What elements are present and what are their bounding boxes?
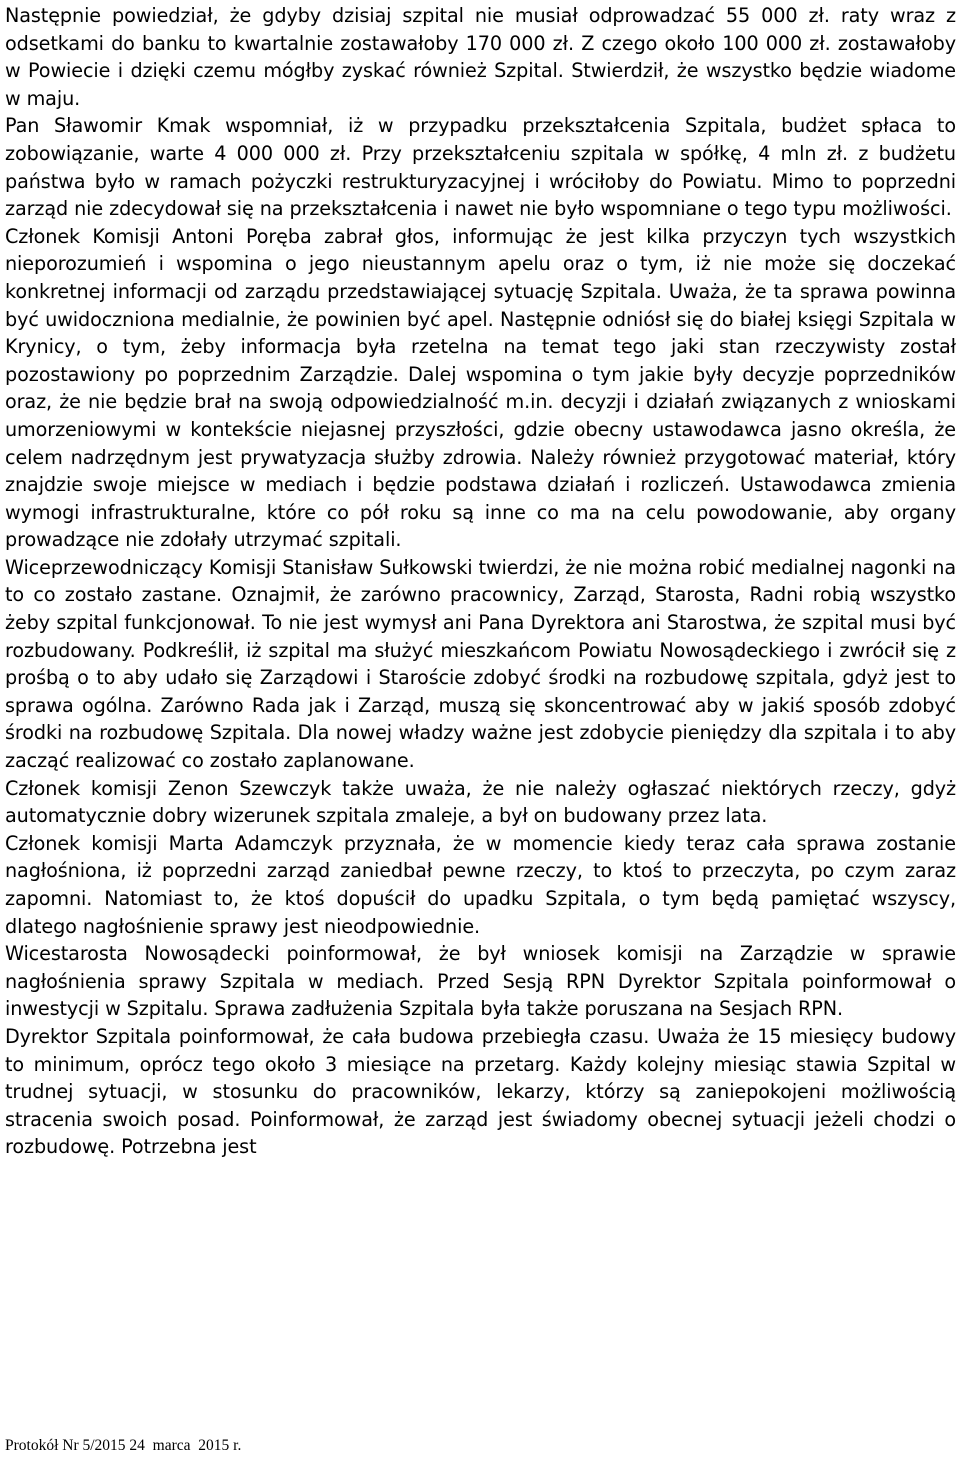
page-footer: Protokół Nr 5/2015 24 marca 2015 r. (5, 1437, 242, 1454)
paragraph-poreba-statement: Członek Komisji Antoni Poręba zabrał głos, informując że jest kilka przyczyn tych wszystkich nieporozumień i wspomina o jego nieustannym apelu oraz o tym, iż nie może się doczekać konkretnej informacji od zarządu przedstawiającej sytuację Szpitala. Uważa, że ta sprawa powinna być uwidoczniona medialnie, że powinien być apel. Następnie odniósł się do białej księgi Szpitala w Krynicy, o tym, żeby informacja była rzetelna na temat tego jaki stan rzeczywisty został pozostawiony po poprzednim Zarządzie. Dalej wspomina o tym jakie były decyzje poprzedników oraz, że nie będzie brał na swoją odpowiedzialność m.in. decyzji i działań związanych z wnioskami umorzeniowymi w kontekście niejasnej przyszłości, gdzie obecny ustawodawca jasno określa, że celem nadrzędnym jest prywatyzacja służby zdrowia. Należy również przygotować materiał, który znajdzie swoje miejsce w mediach i będzie podstawa działań i rozliczeń. Ustawodawca zmienia wymogi infrastrukturalne, które co pół roku są inne co ma na celu powodowanie, aby organy prowadzące nie zdołały utrzymać szpitali. (5, 224, 956, 552)
paragraph-adamczyk-statement: Członek komisji Marta Adamczyk przyznała, że w momencie kiedy teraz cała sprawa zostanie nagłośniona, iż poprzedni zarząd zaniedbał pewne rzeczy, to ktoś to przeczyta, po czym zaraz zapomni. Natomiast to, że ktoś dopuścił do upadku Szpitala, o tym będą pamiętać wszyscy, dlatego nagłośnienie sprawy jest nieodpowiednie. (5, 831, 956, 938)
document-body (5, 2, 956, 1161)
paragraph-dyrektor-statement: Dyrektor Szpitala poinformował, że cała budowa przebiegła czasu. Uważa że 15 miesięcy budowy to minimum, oprócz tego około 3 miesiące na przetarg. Każdy kolejny miesiąc stawia Szpital w trudnej sytuacji, w stosunku do pracowników, lekarzy, którzy są zaniepokojeni możliwością stracenia swoich posad. Poinformował, że zarząd jest świadomy obecnej sytuacji jeżeli chodzi o rozbudowę. Potrzebna jest (5, 1024, 956, 1159)
paragraph-szewczyk-statement: Członek komisji Zenon Szewczyk także uważa, że nie należy ogłaszać niektórych rzeczy, gdyż automatycznie dobry wizerunek szpitala zmaleje, a był on budowany przez lata. (5, 776, 956, 828)
paragraph-wicestarosta-statement: Wicestarosta Nowosądecki poinformował, że był wniosek komisji na Zarządzie w sprawie nagłośnienia sprawy Szpitala w mediach. Przed Sesją RPN Dyrektor Szpitala poinformował o inwestycji w Szpitalu. Sprawa zadłużenia Szpitala była także poruszana na Sesjach RPN. (5, 942, 956, 1021)
paragraph-hospital-loan: Następnie powiedział, że gdyby dzisiaj szpital nie musiał odprowadzać 55 000 zł. raty wraz z odsetkami do banku to kwartalnie zostawałoby 170 000 zł. Z czego około 100 000 zł. zostawałoby w Powiecie i dzięki czemu mógłby zyskać również Szpital. Stwierdził, że wszystko będzie wiadome w maju. (5, 4, 956, 110)
paragraph-kmak-statement: Pan Sławomir Kmak wspomniał, iż w przypadku przekształcenia Szpitala, budżet spłaca to zobowiązanie, warte 4 000 000 zł. Przy przekształceniu szpitala w spółkę, 4 mln zł. z budżetu państwa było w ramach pożyczki restrukturyzacyjnej i wróciłoby do Powiatu. Mimo to poprzedni zarząd nie zdecydował się na przekształcenia i nawet nie było wspomniane o tego typu możliwości. (5, 114, 956, 221)
paragraph-sulkowski-statement: Wiceprzewodniczący Komisji Stanisław Sułkowski twierdzi, że nie można robić medialnej nagonki na to co zostało zastane. Oznajmił, że zarówno pracownicy, Zarząd, Starosta, Radni robią wszystko żeby szpital funkcjonował. To nie jest wymysł ani Pana Dyrektora ani Starostwa, że szpital musi być rozbudowany. Podkreślił, iż szpital ma służyć mieszkańcom Powiatu Nowosądeckiego i zwrócił się z prośbą o to aby udało się Zarządowi i Staroście zdobyć środki na rozbudowę szpitala, gdyż jest to sprawa ogólna. Zarówno Rada jak i Zarząd, muszą się skoncentrować aby w jakiś sposób zdobyć środki na rozbudowę Szpitala. Dla nowej władzy ważne jest zdobycie pieniędzy dla szpitala i to aby zacząć realizować co zostało zaplanowane. (5, 555, 956, 773)
